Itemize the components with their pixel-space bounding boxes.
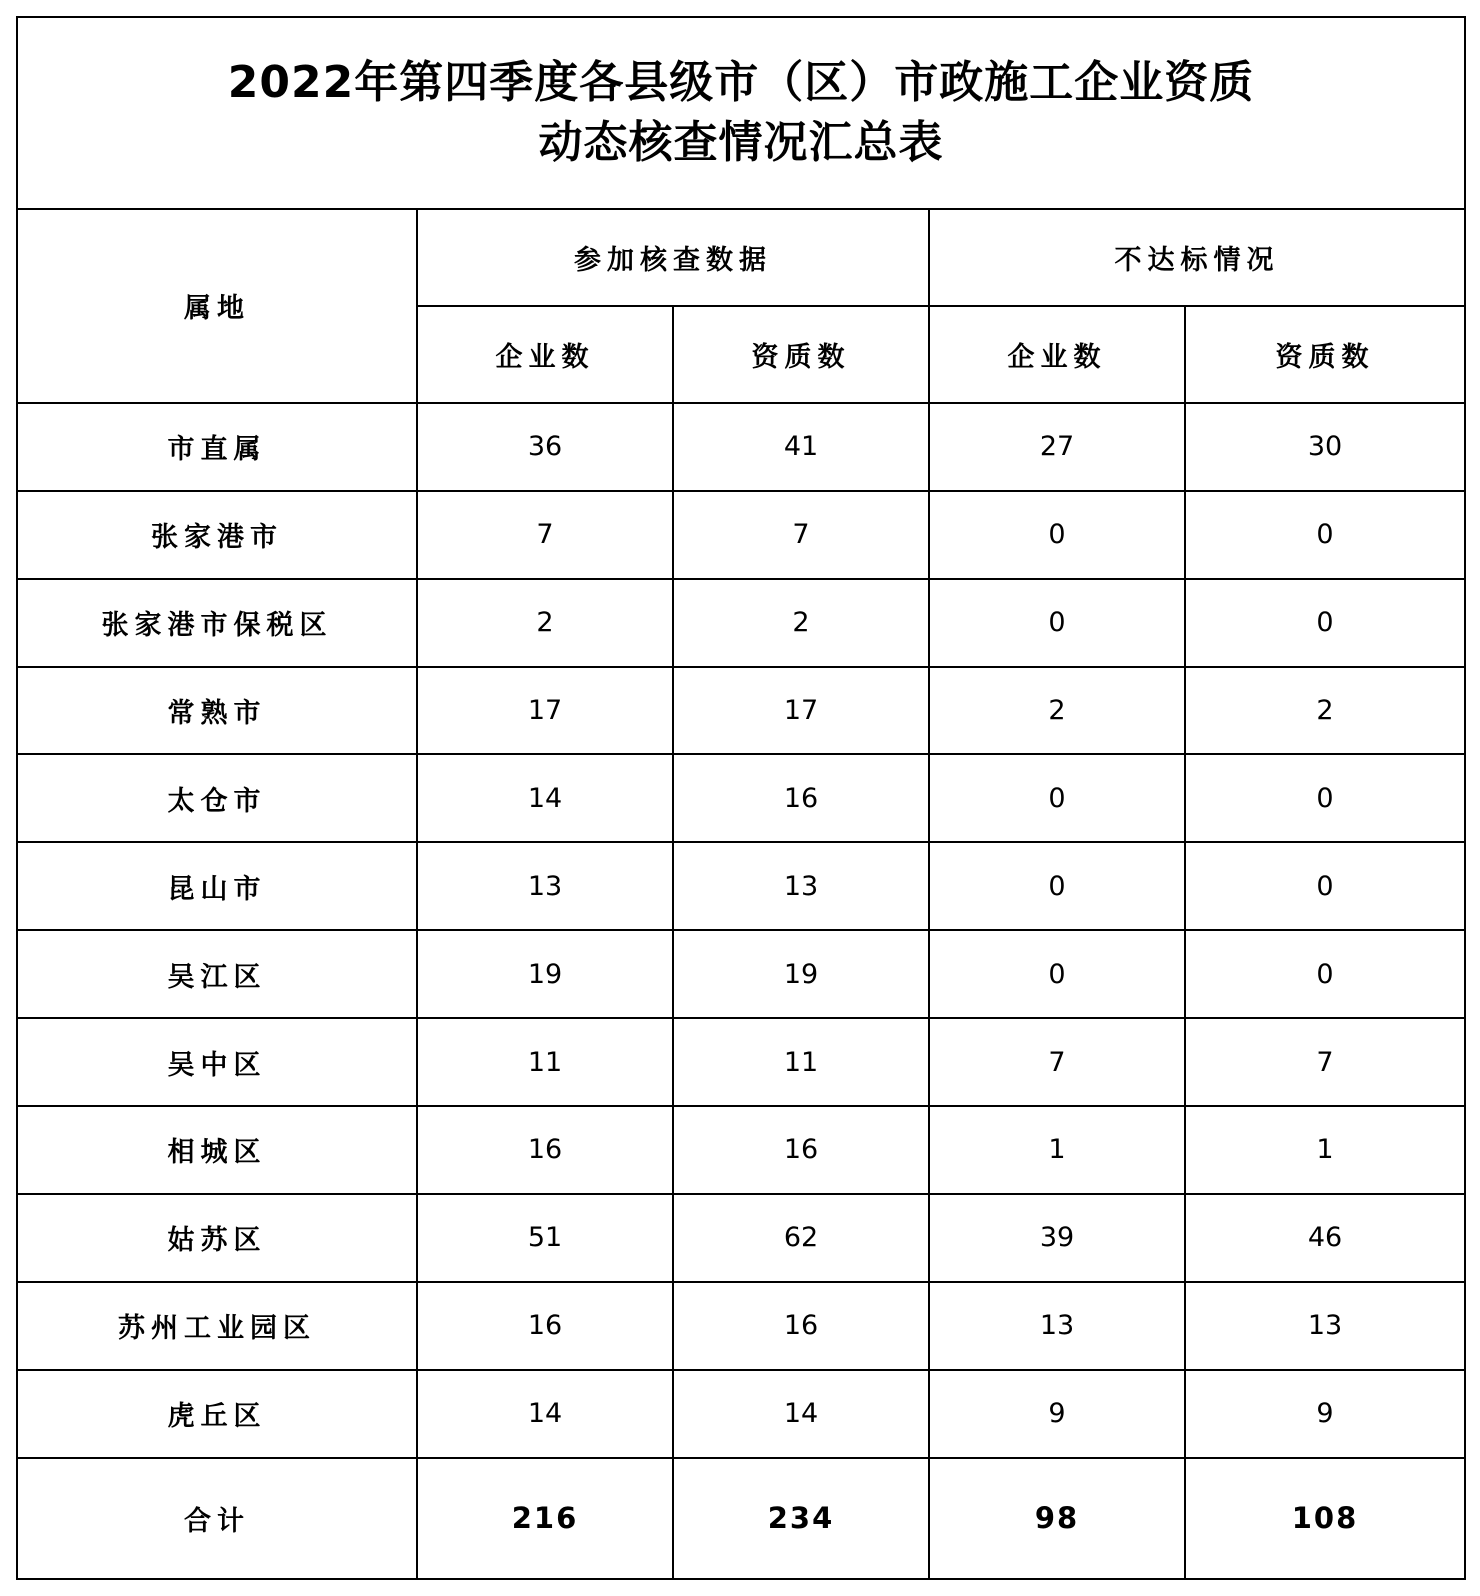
total-failed-enterprises: 98 <box>929 1458 1185 1579</box>
title-line-2: 动态核查情况汇总表 <box>538 116 944 168</box>
table-row <box>17 491 1465 579</box>
failed-enterprises-cell: 0 <box>929 930 1185 1018</box>
table-row <box>17 403 1465 491</box>
header-failed-qualifications: 资质数 <box>1185 306 1465 403</box>
failed-qualifications-cell: 1 <box>1185 1106 1465 1194</box>
checked-enterprises-cell: 13 <box>417 842 673 930</box>
checked-enterprises-cell: 14 <box>417 1370 673 1458</box>
table-row <box>17 1106 1465 1194</box>
checked-qualifications-cell: 16 <box>673 1282 929 1370</box>
table-row <box>17 1018 1465 1106</box>
title-row <box>17 17 1465 209</box>
checked-qualifications-cell: 17 <box>673 667 929 755</box>
failed-enterprises-cell: 39 <box>929 1194 1185 1282</box>
failed-enterprises-cell: 13 <box>929 1282 1185 1370</box>
table-row <box>17 667 1465 755</box>
checked-enterprises-cell: 17 <box>417 667 673 755</box>
row-name: 吴江区 <box>17 930 417 1018</box>
table-row <box>17 579 1465 667</box>
failed-qualifications-cell: 0 <box>1185 842 1465 930</box>
header-failed-enterprises: 企业数 <box>929 306 1185 403</box>
checked-enterprises-cell: 51 <box>417 1194 673 1282</box>
checked-qualifications-cell: 7 <box>673 491 929 579</box>
checked-enterprises-cell: 36 <box>417 403 673 491</box>
checked-qualifications-cell: 41 <box>673 403 929 491</box>
row-name: 市直属 <box>17 403 417 491</box>
failed-qualifications-cell: 0 <box>1185 754 1465 842</box>
checked-enterprises-cell: 16 <box>417 1106 673 1194</box>
failed-enterprises-cell: 0 <box>929 491 1185 579</box>
checked-qualifications-cell: 11 <box>673 1018 929 1106</box>
failed-qualifications-cell: 7 <box>1185 1018 1465 1106</box>
row-name: 张家港市保税区 <box>17 579 417 667</box>
failed-qualifications-cell: 0 <box>1185 579 1465 667</box>
header-group-failed: 不达标情况 <box>929 209 1465 306</box>
checked-qualifications-cell: 2 <box>673 579 929 667</box>
header-checked-qualifications: 资质数 <box>673 306 929 403</box>
failed-enterprises-cell: 27 <box>929 403 1185 491</box>
failed-qualifications-cell: 13 <box>1185 1282 1465 1370</box>
checked-qualifications-cell: 16 <box>673 754 929 842</box>
checked-enterprises-cell: 11 <box>417 1018 673 1106</box>
checked-enterprises-cell: 7 <box>417 491 673 579</box>
row-name: 常熟市 <box>17 667 417 755</box>
header-location: 属地 <box>17 209 417 403</box>
table-row <box>17 1370 1465 1458</box>
total-checked-qualifications: 234 <box>673 1458 929 1579</box>
table-row <box>17 1282 1465 1370</box>
failed-qualifications-cell: 0 <box>1185 930 1465 1018</box>
total-failed-qualifications: 108 <box>1185 1458 1465 1579</box>
row-name: 张家港市 <box>17 491 417 579</box>
checked-qualifications-cell: 16 <box>673 1106 929 1194</box>
checked-enterprises-cell: 14 <box>417 754 673 842</box>
table-title <box>17 17 1465 209</box>
checked-qualifications-cell: 19 <box>673 930 929 1018</box>
checked-qualifications-cell: 14 <box>673 1370 929 1458</box>
total-row <box>17 1458 1465 1579</box>
row-name: 吴中区 <box>17 1018 417 1106</box>
failed-enterprises-cell: 9 <box>929 1370 1185 1458</box>
table-row <box>17 1194 1465 1282</box>
checked-qualifications-cell: 13 <box>673 842 929 930</box>
failed-enterprises-cell: 0 <box>929 754 1185 842</box>
summary-table <box>16 16 1466 1580</box>
failed-qualifications-cell: 30 <box>1185 403 1465 491</box>
header-row-group <box>17 209 1465 306</box>
header-checked-enterprises: 企业数 <box>417 306 673 403</box>
failed-enterprises-cell: 7 <box>929 1018 1185 1106</box>
failed-qualifications-cell: 9 <box>1185 1370 1465 1458</box>
total-label: 合计 <box>17 1458 417 1579</box>
checked-enterprises-cell: 19 <box>417 930 673 1018</box>
failed-enterprises-cell: 1 <box>929 1106 1185 1194</box>
table-row <box>17 754 1465 842</box>
row-name: 虎丘区 <box>17 1370 417 1458</box>
checked-enterprises-cell: 16 <box>417 1282 673 1370</box>
row-name: 姑苏区 <box>17 1194 417 1282</box>
failed-enterprises-cell: 0 <box>929 579 1185 667</box>
failed-enterprises-cell: 0 <box>929 842 1185 930</box>
checked-enterprises-cell: 2 <box>417 579 673 667</box>
table-row <box>17 842 1465 930</box>
row-name: 相城区 <box>17 1106 417 1194</box>
row-name: 昆山市 <box>17 842 417 930</box>
failed-qualifications-cell: 46 <box>1185 1194 1465 1282</box>
title-line-1: 2022年第四季度各县级市（区）市政施工企业资质 <box>227 56 1255 108</box>
row-name: 太仓市 <box>17 754 417 842</box>
failed-enterprises-cell: 2 <box>929 667 1185 755</box>
table-row <box>17 930 1465 1018</box>
checked-qualifications-cell: 62 <box>673 1194 929 1282</box>
summary-sheet <box>16 16 1464 1580</box>
row-name: 苏州工业园区 <box>17 1282 417 1370</box>
total-checked-enterprises: 216 <box>417 1458 673 1579</box>
header-group-checked: 参加核查数据 <box>417 209 929 306</box>
failed-qualifications-cell: 0 <box>1185 491 1465 579</box>
failed-qualifications-cell: 2 <box>1185 667 1465 755</box>
